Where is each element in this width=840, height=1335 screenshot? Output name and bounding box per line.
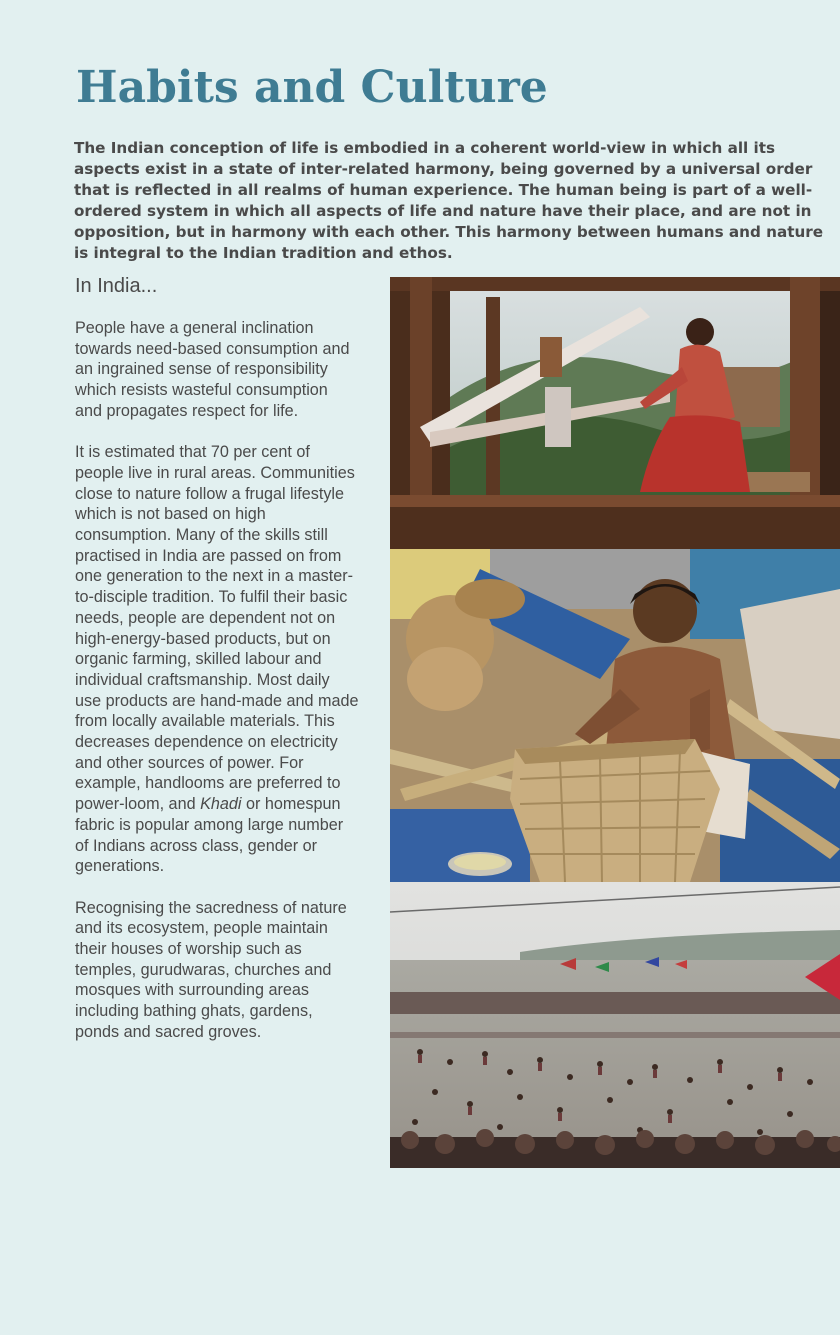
basket-weaver-illustration (390, 549, 840, 882)
handloom-weaver-illustration (390, 277, 840, 549)
handloom-weaver-photo (390, 277, 840, 549)
paragraph-rural-text-1: It is estimated that 70 per cent of people live in rural areas. Communities close to nature follow a frugal lifestyle which is not based on high consumption. Many of the skills still practised in India are passed on from one generation to the next in a master-to-disciple tradition. To fulfil their basic needs, people are dependent not on high-energy-based products, but on organic farming, skilled labour and individual craftsmanship. Most daily use products are hand-made and made from locally available materials. This decreases dependence on electricity and other sources of power. For example, handlooms are preferred to power-loom, and (75, 443, 359, 814)
paragraph-sacred-nature: Recognising the sacredness of nature and its ecosystem, people maintain their houses of worship such as temples, gurudwaras, churches and mosques with surrounding areas including bathing ghats, gardens, ponds and sacred groves. (75, 898, 347, 1041)
river-bathing-illustration (390, 882, 840, 1168)
basket-weaver-photo (390, 549, 840, 882)
paragraph-consumption: People have a general inclination towards need-based consumption and an ingrained sense of responsibility which resists wasteful consumption and propagates respect for life. (75, 319, 350, 420)
river-bathing-photo (390, 882, 840, 1168)
body-column (75, 318, 359, 1063)
page-title: Habits and Culture (76, 62, 548, 113)
intro-paragraph: The Indian conception of life is embodied in a coherent world-view in which all its aspects exist in a state of inter-related harmony, being governed by a universal order that is reflected in all realms of human experience. The human being is part of a well-ordered system in which all aspects of life and nature have their place, and are not in opposition, but in harmony with each other. This harmony between humans and nature is integral to the Indian tradition and ethos. (74, 139, 824, 262)
paragraph-rural-life (75, 442, 359, 877)
section-subheading: In India... (75, 275, 158, 297)
paragraph-rural-text-2: or homespun fabric is popular among large number of Indians across class, gender or generations. (75, 795, 344, 876)
khadi-term: Khadi (200, 795, 242, 814)
